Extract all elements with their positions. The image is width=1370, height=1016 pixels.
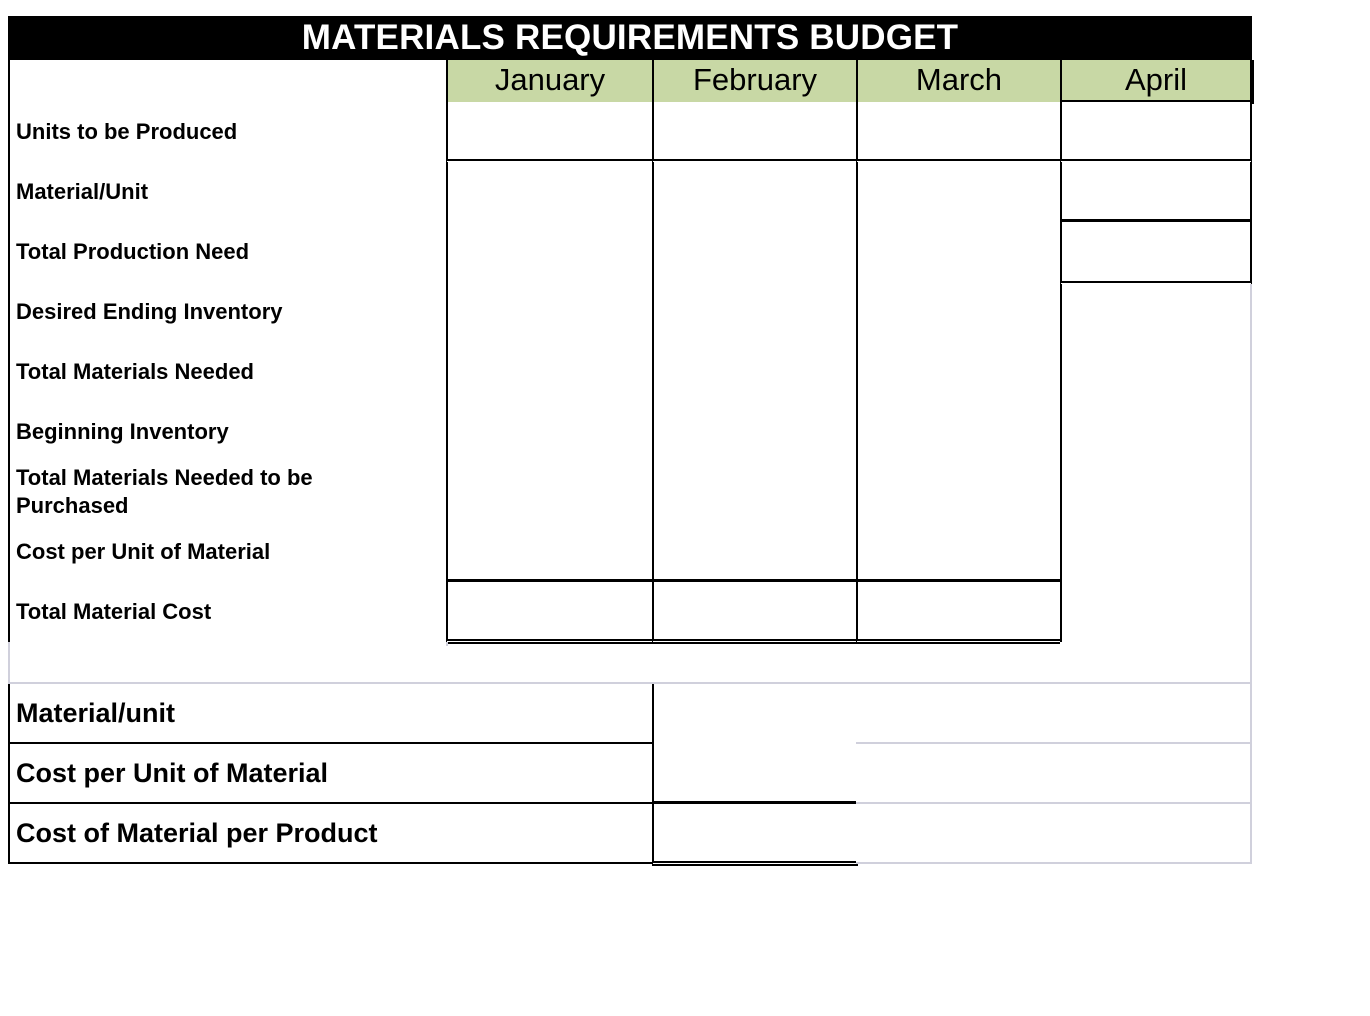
input-jan-total-materials[interactable] bbox=[446, 342, 654, 404]
row-label-total-material-cost: Total Material Cost bbox=[8, 582, 448, 644]
grid-cell[interactable] bbox=[856, 804, 1062, 864]
grid-cell[interactable] bbox=[856, 646, 1062, 684]
grid-cell[interactable] bbox=[1060, 402, 1252, 464]
summary-label-cost-per-unit: Cost per Unit of Material bbox=[8, 744, 654, 804]
month-header-april[interactable]: April bbox=[1060, 60, 1254, 104]
grid-cell[interactable] bbox=[1060, 744, 1252, 804]
sheet-title: MATERIALS REQUIREMENTS BUDGET bbox=[301, 18, 959, 57]
input-apr-total-production[interactable] bbox=[1060, 222, 1252, 286]
input-mar-beginning-inventory[interactable] bbox=[856, 402, 1062, 464]
input-jan-units[interactable] bbox=[446, 102, 654, 164]
input-feb-ending-inventory[interactable] bbox=[652, 282, 858, 344]
input-jan-cost-per-unit[interactable] bbox=[446, 522, 654, 584]
input-feb-cost-per-unit[interactable] bbox=[652, 522, 858, 584]
input-jan-total-cost[interactable] bbox=[446, 582, 654, 644]
input-feb-total-cost[interactable] bbox=[652, 582, 858, 644]
row-label-material-unit: Material/Unit bbox=[8, 162, 448, 224]
summary-input-cost-per-unit[interactable] bbox=[652, 742, 858, 806]
row-label-total-production-need: Total Production Need bbox=[8, 222, 448, 284]
summary-label-cost-per-product: Cost of Material per Product bbox=[8, 804, 654, 864]
grid-cell[interactable] bbox=[1060, 342, 1252, 404]
input-apr-material-unit[interactable] bbox=[1060, 162, 1252, 224]
input-feb-total-production[interactable] bbox=[652, 222, 858, 284]
month-header-march[interactable]: March bbox=[856, 60, 1062, 104]
input-mar-total-materials[interactable] bbox=[856, 342, 1062, 404]
grid-cell[interactable] bbox=[1060, 804, 1252, 864]
grid-cell[interactable] bbox=[8, 642, 448, 684]
input-mar-to-be-purchased[interactable] bbox=[856, 462, 1062, 524]
grid-cell[interactable] bbox=[1060, 684, 1252, 744]
input-feb-units[interactable] bbox=[652, 102, 858, 164]
row-label-total-materials-to-be-purchased: Total Materials Needed to be Purchased bbox=[8, 462, 448, 524]
input-jan-material-unit[interactable] bbox=[446, 162, 654, 224]
row-label-total-materials-needed: Total Materials Needed bbox=[8, 342, 448, 404]
input-jan-beginning-inventory[interactable] bbox=[446, 402, 654, 464]
grid-cell[interactable] bbox=[856, 684, 1062, 744]
input-mar-total-cost[interactable] bbox=[856, 582, 1062, 644]
input-mar-total-production[interactable] bbox=[856, 222, 1062, 284]
row-label-desired-ending-inventory: Desired Ending Inventory bbox=[8, 282, 448, 344]
input-feb-beginning-inventory[interactable] bbox=[652, 402, 858, 464]
grid-cell[interactable] bbox=[446, 646, 654, 684]
grid-cell[interactable] bbox=[1060, 284, 1252, 344]
input-feb-to-be-purchased[interactable] bbox=[652, 462, 858, 524]
input-feb-material-unit[interactable] bbox=[652, 162, 858, 224]
summary-input-cost-per-product[interactable] bbox=[652, 804, 858, 866]
input-jan-to-be-purchased[interactable] bbox=[446, 462, 654, 524]
input-jan-total-production[interactable] bbox=[446, 222, 654, 284]
month-header-february[interactable]: February bbox=[652, 60, 858, 104]
summary-input-material-unit[interactable] bbox=[652, 684, 858, 744]
summary-label-material-unit: Material/unit bbox=[8, 684, 654, 744]
grid-cell[interactable] bbox=[652, 646, 858, 684]
row-label-beginning-inventory: Beginning Inventory bbox=[8, 402, 448, 464]
input-apr-units[interactable] bbox=[1060, 102, 1252, 164]
input-mar-cost-per-unit[interactable] bbox=[856, 522, 1062, 584]
input-jan-ending-inventory[interactable] bbox=[446, 282, 654, 344]
grid-cell[interactable] bbox=[1060, 462, 1252, 524]
input-feb-total-materials[interactable] bbox=[652, 342, 858, 404]
grid-cell[interactable] bbox=[1060, 582, 1252, 644]
grid-cell[interactable] bbox=[1060, 522, 1252, 584]
input-mar-material-unit[interactable] bbox=[856, 162, 1062, 224]
grid-cell[interactable] bbox=[1060, 642, 1252, 684]
row-label-cost-per-unit-of-material: Cost per Unit of Material bbox=[8, 522, 448, 584]
input-mar-ending-inventory[interactable] bbox=[856, 282, 1062, 344]
grid-cell[interactable] bbox=[856, 744, 1062, 804]
input-mar-units[interactable] bbox=[856, 102, 1062, 164]
month-header-january[interactable]: January bbox=[446, 60, 654, 104]
row-label-units-to-be-produced: Units to be Produced bbox=[8, 102, 448, 164]
corner-cell[interactable] bbox=[8, 60, 448, 104]
